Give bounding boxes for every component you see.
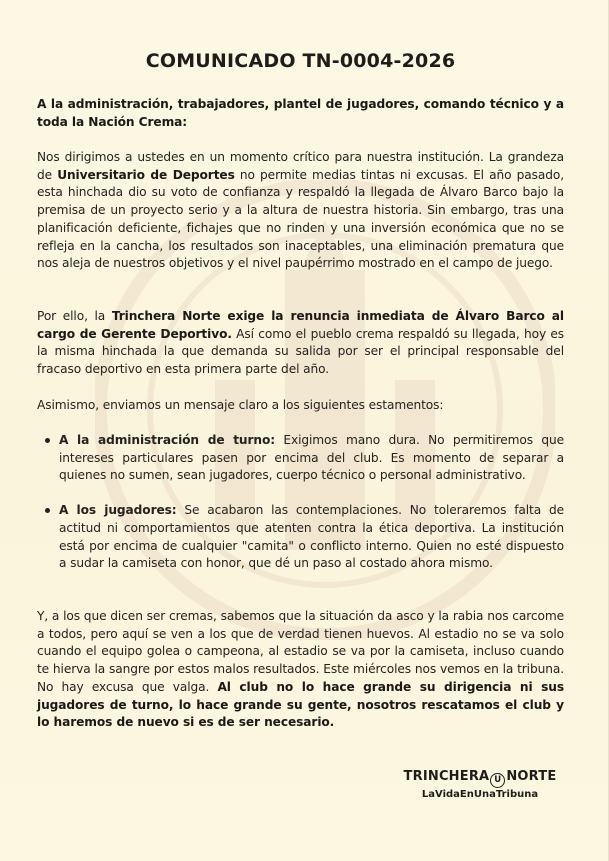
paragraph-2-bold: Trinchera Norte exige la renuncia inmediata de Álvaro Barco al cargo de Gerente Deportivo.	[37, 309, 564, 341]
paragraph-3: Asimismo, enviamos un mensaje claro a los siguientes estamentos:	[37, 398, 444, 412]
bullet-item-administration	[37, 432, 564, 485]
paragraph-2	[37, 308, 564, 379]
bullet-list	[37, 432, 564, 573]
paragraph-4-bold: Al club no lo hace grande su dirigencia ni sus jugadores de turno, lo hace grande su gente, nosotros rescatamos el club y lo haremos de nuevo si es de ser necesario.	[37, 679, 565, 730]
signature-tagline: LaVidaEnUnaTribuna	[421, 789, 539, 800]
signature-name	[380, 768, 580, 788]
bullet-label: A la administración de turno:	[59, 433, 276, 447]
paragraph-4	[37, 608, 564, 732]
paragraph-2-text-a: Por ello, la	[37, 309, 112, 323]
bullet-item-players	[37, 502, 564, 573]
circled-u-emblem-icon: U	[490, 773, 505, 788]
bullet-label: A los jugadores:	[59, 503, 177, 518]
paragraph-2-text-c: Así como el pueblo crema respaldó su llegada, hoy es la misma hinchada la que demanda su salida por ser el principal responsable del fracaso deportivo en esta primera parte del año.	[37, 326, 564, 377]
document-title: COMUNICADO TN-0004-2026	[145, 50, 456, 72]
signature-name-left: TRINCHERA	[403, 769, 490, 784]
signature-name-right: NORTE	[506, 769, 557, 784]
signature-block	[380, 768, 580, 802]
paragraph-1-text-a: Nos dirigimos a ustedes en un momento crítico para nuestra institución. La grandeza de	[37, 150, 564, 182]
bullet-dot-icon	[45, 508, 50, 513]
bullet-dot-icon	[45, 438, 50, 443]
bullet-text: Se acabaron las contemplaciones. No toleraremos falta de actitud ni comportamientos que atenten contra la ética deportiva. La institución está por encima de cualquier "camita" o conflicto interno. Quien no esté dispuesto a sudar la camiseta con honor, que dé un paso al costado ahora mismo.	[59, 503, 564, 571]
salutation	[37, 96, 564, 131]
salutation-text: A la administración, trabajadores, plantel de jugadores, comando técnico y a toda la Nación Crema:	[37, 97, 564, 129]
paragraph-4-text-a: Y, a los que dicen ser cremas, sabemos que la situación da asco y la rabia nos carcome a todos, pero aquí se ven a los que de verdad tienen huevos. Al estadio no se va solo cuando el equipo golea o campeona, al estadio se va por la camiseta, incluso cuando te hierva la sangre por estos malos resultados. Este miércoles nos vemos en la tribuna. No hay excusa que valga.	[37, 609, 564, 694]
paragraph-1-text-c: no permite medias tintas ni excusas. El año pasado, esta hinchada dio su voto de confianza y respaldó la llegada de Álvaro Barco bajo la premisa de un proyecto serio y a la altura de nuestra historia. Sin embargo, tras una planificación deficiente, fichajes que no rinden y una inversión económica que no se refleja en la cancha, los resultados son inaceptables, una eliminación prematura que nos aleja de nuestros objetivos y el nivel paupérrimo mostrado en el campo de juego.	[37, 167, 564, 271]
paragraph-1-bold: Universitario de Deportes	[57, 167, 235, 182]
paragraph-1	[37, 149, 564, 273]
bullet-text: Exigimos mano dura. No permitiremos que intereses particulares pasen por encima del club. Es momento de separar a quienes no sumen, sean jugadores, cuerpo técnico o personal administrativo.	[59, 433, 564, 483]
